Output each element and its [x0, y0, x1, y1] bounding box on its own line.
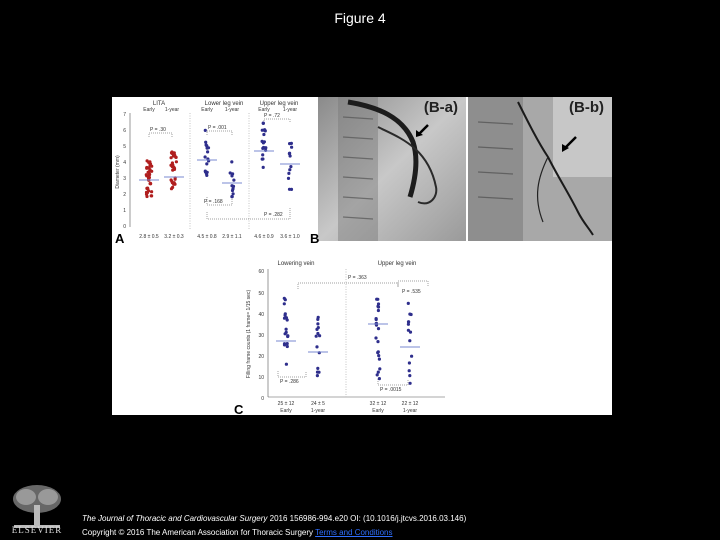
figure-panel: [112, 97, 612, 415]
data-point: [175, 160, 178, 163]
panel-a-sub-6: 1-year: [282, 107, 298, 113]
data-point: [316, 322, 319, 325]
panel-a-footer: 3.2 ± 0.3: [164, 234, 184, 240]
panel-a-ytick: 4: [123, 160, 126, 166]
panel-c-letter: C: [234, 402, 244, 417]
data-point: [408, 374, 411, 377]
data-point: [229, 171, 232, 174]
panel-c-ytick: 20: [258, 354, 264, 360]
data-point: [204, 141, 207, 144]
panel-c-footer: 22 ± 12: [401, 401, 419, 407]
data-point: [284, 312, 287, 315]
panel-c-ytick: 30: [258, 333, 264, 339]
panel-c-pvalue: P = .286: [280, 379, 299, 385]
data-point: [149, 162, 152, 165]
data-point: [262, 166, 265, 169]
panel-a-footer: 4.5 ± 0.8: [197, 234, 217, 240]
data-point: [150, 194, 153, 197]
journal-name: The Journal of Thoracic and Cardiovascular Surgery: [82, 514, 268, 523]
data-point: [172, 154, 175, 157]
data-point: [205, 174, 208, 177]
data-point: [232, 179, 235, 182]
data-point: [170, 187, 173, 190]
panel-c-ylabel: Filling frame counts (1 frame= 1/15 sec): [246, 289, 252, 379]
panel-c-bracket: [298, 283, 398, 289]
data-point: [376, 373, 379, 376]
data-point: [283, 302, 286, 305]
panel-c-pvalue: P = .535: [402, 289, 421, 295]
data-point: [230, 174, 233, 177]
panel-c-group-lower: Lowering vein: [277, 261, 315, 267]
data-point: [171, 169, 174, 172]
data-point: [410, 355, 413, 358]
panel-a-ytick: 2: [123, 192, 126, 198]
panel-c-ytick: 10: [258, 375, 264, 381]
panel-a-footer: 4.6 ± 0.9: [254, 234, 274, 240]
data-point: [378, 358, 381, 361]
panel-a-ytick: 6: [123, 128, 126, 134]
data-point: [264, 129, 267, 132]
angiogram-b-b-image: [468, 97, 612, 241]
panel-a-sub-3: Early: [201, 107, 213, 113]
data-point: [173, 181, 176, 184]
panel-a-chart: [112, 97, 320, 247]
copyright: [82, 528, 393, 537]
data-point: [232, 185, 235, 188]
data-point: [377, 327, 380, 330]
panel-a-bracket: [264, 119, 290, 123]
data-point: [286, 334, 289, 337]
data-point: [378, 367, 381, 370]
panel-a-sub-1: Early: [143, 107, 155, 113]
panel-c-pvalue: P = .363: [348, 275, 367, 281]
data-point: [146, 166, 149, 169]
data-point: [172, 166, 175, 169]
data-point: [289, 165, 292, 168]
data-point: [315, 345, 318, 348]
data-point: [407, 302, 410, 305]
data-point: [407, 320, 410, 323]
data-point: [409, 331, 412, 334]
data-point: [261, 129, 264, 132]
panel-a-ytick: 0: [123, 224, 126, 230]
panel-c-bracket: [278, 371, 306, 377]
data-point: [206, 150, 209, 153]
data-point: [147, 174, 150, 177]
panel-a-group-lita: LITA: [152, 101, 166, 107]
data-point: [376, 340, 379, 343]
data-point: [378, 377, 381, 380]
data-point: [288, 168, 291, 171]
panel-c-subgroup: 1-year: [310, 408, 326, 414]
angiogram-b-a-image: [318, 97, 466, 241]
panel-c-group-upper: Upper leg vein: [377, 261, 417, 267]
data-point: [290, 142, 293, 145]
data-point: [232, 192, 235, 195]
panel-a-ytick: 5: [123, 144, 126, 150]
panel-c-bracket: [398, 281, 428, 287]
data-point: [375, 298, 378, 301]
data-point: [283, 297, 286, 300]
panel-a-ytick: 1: [123, 208, 126, 214]
data-point: [317, 326, 320, 329]
data-point: [408, 361, 411, 364]
panel-c-subgroup: Early: [372, 408, 384, 414]
angiogram-b-a-label: (B-a): [423, 99, 458, 116]
data-point: [204, 155, 207, 158]
data-point: [316, 332, 319, 335]
data-point: [285, 331, 288, 334]
panel-a-group-upper: Upper leg vein: [259, 101, 299, 107]
copyright-text: Copyright © 2016 The American Association for Thoracic Surgery: [82, 528, 316, 537]
data-point: [283, 342, 286, 345]
panel-c-subgroup: 1-year: [402, 408, 418, 414]
panel-a-pvalue: P = .001: [208, 125, 227, 131]
panel-c-data-points: [276, 297, 420, 385]
data-point: [170, 178, 173, 181]
data-point: [170, 150, 173, 153]
data-point: [207, 146, 210, 149]
panel-b-letter: B: [310, 231, 320, 246]
angiogram-b-b: [468, 97, 612, 241]
data-point: [377, 354, 380, 357]
data-point: [285, 316, 288, 319]
citation-details: 2016 156986-994.e20 OI: (10.1016/j.jtcvs.2016.03.146): [267, 514, 467, 523]
angiogram-b-a: [318, 97, 466, 241]
data-point: [286, 345, 289, 348]
data-point: [288, 188, 291, 191]
panel-a-ylabel: Diameter (mm): [115, 155, 121, 189]
panel-c-ytick: 0: [261, 396, 264, 402]
panel-c-ytick: 60: [258, 269, 264, 275]
data-point: [205, 162, 208, 165]
data-point: [262, 133, 265, 136]
data-point: [410, 313, 413, 316]
panel-a-ytick: 7: [123, 112, 126, 118]
data-point: [230, 160, 233, 163]
data-point: [264, 149, 267, 152]
data-point: [288, 152, 291, 155]
data-point: [316, 374, 319, 377]
figure-title: Figure 4: [334, 10, 386, 26]
panel-a-pvalue: P = .168: [204, 199, 223, 205]
panel-a-bracket: [149, 133, 172, 137]
data-point: [287, 172, 290, 175]
data-point: [150, 170, 153, 173]
data-point: [377, 305, 380, 308]
panel-c-subgroup: Early: [280, 408, 292, 414]
elsevier-wordmark: ELSEVIER: [11, 525, 63, 535]
panel-a-group-lower: Lower leg vein: [204, 101, 244, 107]
data-point: [261, 158, 264, 161]
data-point: [149, 182, 152, 185]
data-point: [375, 318, 378, 321]
data-point: [146, 187, 149, 190]
panel-a-footer: 3.6 ± 1.0: [280, 234, 300, 240]
data-point: [290, 146, 293, 149]
panel-c-pvalue: P = .0015: [380, 387, 402, 393]
data-point: [376, 351, 379, 354]
data-point: [230, 195, 233, 198]
panel-c-footer: 32 ± 12: [369, 401, 387, 407]
data-point: [287, 177, 290, 180]
data-point: [377, 371, 380, 374]
citation: [82, 514, 466, 523]
data-point: [408, 369, 411, 372]
data-point: [408, 339, 411, 342]
data-point: [377, 309, 380, 312]
panel-a-pvalue: P = .72: [264, 113, 280, 119]
terms-and-conditions-link[interactable]: Terms and Conditions: [315, 528, 393, 537]
data-point: [262, 141, 265, 144]
data-point: [317, 316, 320, 319]
data-point: [316, 367, 319, 370]
data-point: [285, 328, 288, 331]
data-point: [377, 302, 380, 305]
data-point: [285, 363, 288, 366]
data-point: [150, 190, 153, 193]
panel-c-bracket: [378, 379, 408, 385]
data-point: [409, 382, 412, 385]
data-point: [315, 335, 318, 338]
panel-a-pvalue: P = .30: [150, 127, 166, 133]
panel-c-ytick: 40: [258, 312, 264, 318]
panel-a-bracket: [207, 131, 232, 135]
angiogram-b-b-label: (B-b): [569, 99, 604, 116]
panel-a-sub-2: 1-year: [164, 107, 180, 113]
panel-c-chart: [240, 259, 450, 415]
panel-a-pvalue: P = .282: [264, 212, 283, 218]
data-point: [204, 129, 207, 132]
panel-a-sub-4: 1-year: [224, 107, 240, 113]
panel-a-ytick: 3: [123, 176, 126, 182]
data-point: [171, 161, 174, 164]
panel-a-letter: A: [115, 231, 125, 246]
data-point: [317, 371, 320, 374]
panel-a-footer: 2.8 ± 0.5: [139, 234, 159, 240]
data-point: [204, 170, 207, 173]
panel-c-footer: 24 ± 5: [311, 401, 325, 407]
panel-c-ytick: 50: [258, 291, 264, 297]
data-point: [261, 153, 264, 156]
panel-a-sub-5: Early: [258, 107, 270, 113]
data-point: [147, 189, 150, 192]
data-point: [262, 122, 265, 125]
panel-c-footer: 25 ± 12: [277, 401, 295, 407]
data-point: [262, 146, 265, 149]
panel-a-footer: 2.9 ± 1.1: [222, 234, 242, 240]
data-point: [374, 336, 377, 339]
